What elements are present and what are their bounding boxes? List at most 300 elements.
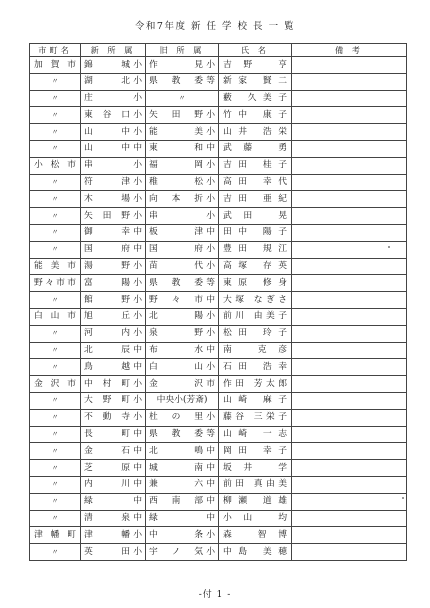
old-school-type: 小 [206, 546, 215, 557]
table-row [30, 157, 407, 174]
table-row [30, 107, 407, 124]
city-cell [30, 409, 81, 426]
name-cell [219, 342, 292, 359]
old-school-type: 小 [206, 177, 215, 188]
old-school-name: 板津 [149, 227, 203, 238]
name-cell [219, 510, 292, 527]
city-name: 〃 [51, 429, 59, 438]
table-row [30, 409, 407, 426]
old-school-type: 小 [206, 412, 215, 423]
old-school-type: 中 [206, 513, 215, 524]
new-school-name: 旭丘 [84, 311, 130, 322]
name-cell [219, 527, 292, 544]
table-row [30, 258, 407, 275]
old-school-type: 小 [206, 261, 215, 272]
remarks-cell [292, 392, 407, 409]
old-affiliation-cell [146, 124, 219, 141]
old-school-name: 布水 [149, 345, 203, 356]
old-affiliation-cell [146, 493, 219, 510]
new-affiliation-cell [81, 107, 146, 124]
city-name: 〃 [51, 228, 59, 237]
table-row [30, 392, 407, 409]
header-new-affiliation: 新 所 属 [81, 44, 146, 57]
principal-name: 高田 幸代 [223, 177, 287, 188]
old-affiliation-cell [146, 426, 219, 443]
city-name: 能美市 [34, 261, 76, 272]
old-school-type: 市 [206, 378, 215, 389]
table-row [30, 208, 407, 225]
old-school-name: 北陽 [149, 311, 203, 322]
name-cell [219, 224, 292, 241]
old-school-name: 泉野 [149, 328, 203, 339]
principal-name: 石田 浩幸 [223, 361, 287, 372]
new-affiliation-cell [81, 157, 146, 174]
new-school-type: 中 [133, 244, 142, 255]
name-cell [219, 476, 292, 493]
city-cell [30, 443, 81, 460]
new-affiliation-cell [81, 359, 146, 376]
city-cell [30, 527, 81, 544]
new-affiliation-cell [81, 460, 146, 477]
page-number: -付 1 - [198, 590, 232, 600]
city-cell [30, 124, 81, 141]
city-name: 加賀市 [34, 59, 76, 70]
old-affiliation-cell [146, 292, 219, 309]
old-school-type: 中 [206, 143, 215, 154]
city-name: 〃 [51, 144, 59, 153]
city-cell [30, 308, 81, 325]
city-cell [30, 73, 81, 90]
city-name: 〃 [51, 396, 59, 405]
new-school-type: 小 [133, 93, 142, 104]
name-cell [219, 90, 292, 107]
table-row [30, 191, 407, 208]
city-name: 白山市 [34, 311, 76, 322]
old-school-name: 県教委 [149, 429, 203, 440]
new-school-name: 緑 [84, 496, 93, 507]
new-affiliation-cell [81, 191, 146, 208]
principal-name: 藤谷 三栄子 [223, 412, 287, 423]
new-school-name: 御幸 [84, 227, 130, 238]
principal-name: 坂井 学 [223, 462, 287, 473]
new-affiliation-cell [81, 409, 146, 426]
city-name: 〃 [51, 446, 59, 455]
city-cell [30, 325, 81, 342]
remarks-cell [292, 57, 407, 74]
city-name: 〃 [51, 497, 59, 506]
new-school-type: 中 [133, 227, 142, 238]
table-row [30, 275, 407, 292]
city-cell [30, 174, 81, 191]
old-school-name: 作見 [149, 59, 203, 70]
principal-name: 山崎 麻子 [223, 395, 287, 406]
new-school-name: 山中 [84, 126, 130, 137]
old-school-name: 東和 [149, 143, 203, 154]
new-school-name: 矢田野 [84, 210, 130, 221]
old-school-name: 中央小(芳斎) [156, 395, 208, 406]
city-name: 〃 [51, 480, 59, 489]
scan-speck [402, 497, 404, 499]
new-affiliation-cell [81, 90, 146, 107]
old-school-name: 能美 [149, 126, 203, 137]
new-affiliation-cell [81, 476, 146, 493]
name-cell [219, 208, 292, 225]
city-cell [30, 510, 81, 527]
new-affiliation-cell [81, 342, 146, 359]
principal-name: 武藤 勇 [223, 143, 287, 154]
city-cell [30, 258, 81, 275]
old-school-name: 杜の里 [149, 412, 203, 423]
principal-name: 藪 久美子 [223, 93, 287, 104]
table-row [30, 124, 407, 141]
header-old-affiliation: 旧 所 属 [146, 44, 219, 57]
remarks-cell [292, 208, 407, 225]
city-cell [30, 426, 81, 443]
old-school-type: 小 [206, 59, 215, 70]
remarks-cell [292, 460, 407, 477]
city-cell [30, 107, 81, 124]
table-header-row [30, 44, 407, 57]
new-affiliation-cell [81, 426, 146, 443]
principal-name: 前川 由美子 [223, 311, 287, 322]
city-cell [30, 544, 81, 561]
new-school-type: 中 [133, 345, 142, 356]
new-school-type: 小 [133, 261, 142, 272]
old-affiliation-cell [146, 359, 219, 376]
old-school-name: 宇ノ気 [149, 546, 203, 557]
old-affiliation-cell [146, 208, 219, 225]
old-school-type: 中 [206, 445, 215, 456]
city-cell [30, 476, 81, 493]
old-school-type: 中 [206, 496, 215, 507]
remarks-cell [292, 107, 407, 124]
name-cell [219, 359, 292, 376]
old-affiliation-cell [146, 342, 219, 359]
principal-name: 東原 修身 [223, 277, 287, 288]
new-affiliation-cell [81, 73, 146, 90]
table-row [30, 493, 407, 510]
new-school-name: 庄 [84, 93, 93, 104]
old-school-type: 小 [206, 244, 215, 255]
name-cell [219, 73, 292, 90]
new-school-type: 小 [133, 193, 142, 204]
old-school-type: 小 [206, 311, 215, 322]
old-school-name: 兼六 [149, 479, 203, 490]
remarks-cell [292, 241, 407, 258]
table-row [30, 510, 407, 527]
table-row [30, 57, 407, 74]
old-affiliation-cell [146, 460, 219, 477]
old-affiliation-cell [146, 325, 219, 342]
remarks-cell [292, 157, 407, 174]
remarks-cell [292, 174, 407, 191]
old-affiliation-cell [146, 476, 219, 493]
name-cell [219, 124, 292, 141]
new-affiliation-cell [81, 443, 146, 460]
new-affiliation-cell [81, 241, 146, 258]
old-school-type: 中 [206, 479, 215, 490]
new-school-type: 小 [133, 529, 142, 540]
principal-name: 大塚 なぎさ [223, 294, 287, 305]
principal-name: 中島 美穂 [223, 546, 287, 557]
old-school-name: 稚松 [149, 177, 203, 188]
principal-name: 松田 玲子 [223, 328, 287, 339]
city-name: 野々市市 [34, 277, 76, 288]
remarks-cell [292, 443, 407, 460]
remarks-cell [292, 292, 407, 309]
new-school-type: 小 [133, 378, 142, 389]
old-school-name: 北鳴 [149, 445, 203, 456]
new-affiliation-cell [81, 208, 146, 225]
city-cell [30, 157, 81, 174]
name-cell [219, 392, 292, 409]
new-school-name: 符津 [84, 177, 130, 188]
principal-name: 新家 賢二 [223, 76, 287, 87]
remarks-cell [292, 124, 407, 141]
new-school-type: 小 [133, 76, 142, 87]
new-school-name: 内川 [84, 479, 130, 490]
old-school-type: 小 [206, 328, 215, 339]
table-body [30, 57, 407, 561]
old-affiliation-cell [146, 57, 219, 74]
old-school-type: 等 [206, 429, 215, 440]
principal-name: 豊田 規江 [223, 244, 287, 255]
table-row [30, 426, 407, 443]
table-row [30, 224, 407, 241]
old-affiliation-cell [146, 527, 219, 544]
old-affiliation-cell [146, 191, 219, 208]
name-cell [219, 409, 292, 426]
new-school-name: 山中 [84, 143, 130, 154]
name-cell [219, 258, 292, 275]
principal-name: 森 智博 [223, 529, 287, 540]
remarks-cell [292, 275, 407, 292]
new-school-type: 中 [133, 513, 142, 524]
new-affiliation-cell [81, 275, 146, 292]
new-school-type: 小 [133, 160, 142, 171]
remarks-cell [292, 258, 407, 275]
remarks-cell [292, 325, 407, 342]
principal-name: 吉野 亨 [223, 59, 287, 70]
remarks-cell [292, 73, 407, 90]
remarks-cell [292, 426, 407, 443]
city-name: 〃 [51, 547, 59, 556]
principal-name: 田中 陽子 [223, 227, 287, 238]
old-affiliation-cell [146, 73, 219, 90]
new-school-name: 清泉 [84, 513, 130, 524]
old-affiliation-cell [146, 510, 219, 527]
new-school-name: 津幡 [84, 529, 130, 540]
name-cell [219, 241, 292, 258]
old-affiliation-cell [146, 107, 219, 124]
old-school-name: 県教委 [149, 76, 203, 87]
old-school-type: 中 [206, 462, 215, 473]
old-school-type: 等 [206, 76, 215, 87]
principal-name: 前田 真由美 [223, 479, 287, 490]
new-affiliation-cell [81, 510, 146, 527]
remarks-cell [292, 476, 407, 493]
old-affiliation-cell [146, 392, 219, 409]
city-name: 小松市 [34, 160, 76, 171]
new-affiliation-cell [81, 308, 146, 325]
new-affiliation-cell [81, 258, 146, 275]
old-affiliation-cell [146, 140, 219, 157]
new-school-name: 中村町 [84, 378, 130, 389]
new-school-name: 鳥越 [84, 361, 130, 372]
table-row [30, 359, 407, 376]
new-affiliation-cell [81, 392, 146, 409]
table-row [30, 527, 407, 544]
old-school-type: 中 [206, 345, 215, 356]
name-cell [219, 157, 292, 174]
new-school-type: 小 [133, 328, 142, 339]
new-school-name: 金石 [84, 445, 130, 456]
city-name: 津幡町 [34, 529, 76, 540]
remarks-cell [292, 224, 407, 241]
remarks-cell [292, 342, 407, 359]
city-cell [30, 292, 81, 309]
old-affiliation-cell [146, 308, 219, 325]
new-school-type: 小 [133, 59, 142, 70]
city-cell [30, 140, 81, 157]
new-school-name: 錦城 [84, 59, 130, 70]
name-cell [219, 460, 292, 477]
city-name: 〃 [51, 211, 59, 220]
city-name: 金沢市 [34, 378, 76, 389]
city-cell [30, 224, 81, 241]
city-name: 〃 [51, 245, 59, 254]
table-row [30, 73, 407, 90]
old-school-type: 中 [206, 227, 215, 238]
city-cell [30, 342, 81, 359]
name-cell [219, 292, 292, 309]
new-affiliation-cell [81, 224, 146, 241]
name-cell [219, 275, 292, 292]
new-school-type: 小 [133, 109, 142, 120]
remarks-cell [292, 191, 407, 208]
table-row [30, 342, 407, 359]
old-school-name: 城南 [149, 462, 203, 473]
city-cell [30, 392, 81, 409]
table-row [30, 90, 407, 107]
new-affiliation-cell [81, 57, 146, 74]
new-school-name: 湯野 [84, 261, 130, 272]
name-cell [219, 308, 292, 325]
new-school-name: 不動寺 [84, 412, 130, 423]
city-cell [30, 191, 81, 208]
city-cell [30, 275, 81, 292]
old-school-name: 向本折 [149, 193, 203, 204]
city-cell [30, 208, 81, 225]
old-school-name: 野々市 [149, 294, 203, 305]
name-cell [219, 107, 292, 124]
new-affiliation-cell [81, 124, 146, 141]
new-school-type: 中 [133, 496, 142, 507]
name-cell [219, 140, 292, 157]
old-school-type: 小 [206, 529, 215, 540]
city-cell [30, 493, 81, 510]
name-cell [219, 325, 292, 342]
old-school-name: 苗代 [149, 261, 203, 272]
remarks-cell [292, 510, 407, 527]
new-school-type: 小 [133, 311, 142, 322]
city-name: 〃 [51, 413, 59, 422]
new-school-type: 中 [133, 479, 142, 490]
new-school-name: 北辰 [84, 345, 130, 356]
new-school-type: 小 [133, 126, 142, 137]
principal-name: 武田 晃 [223, 210, 287, 221]
old-school-name: 緑 [149, 513, 158, 524]
new-affiliation-cell [81, 292, 146, 309]
new-school-type: 中 [133, 429, 142, 440]
new-school-name: 木場 [84, 193, 130, 204]
new-school-name: 東谷口 [84, 109, 130, 120]
city-name: 〃 [51, 362, 59, 371]
principal-name: 岡田 幸子 [223, 445, 287, 456]
remarks-cell [292, 90, 407, 107]
old-affiliation-cell [146, 157, 219, 174]
new-school-type: 小 [133, 546, 142, 557]
principal-name: 山井 浩栄 [223, 126, 287, 137]
old-school-name: 西南部 [149, 496, 203, 507]
name-cell [219, 493, 292, 510]
header-city: 市町名 [30, 44, 81, 57]
new-school-type: 中 [133, 445, 142, 456]
remarks-cell [292, 376, 407, 393]
principal-name: 小山 均 [223, 513, 287, 524]
principal-name: 高塚 存英 [223, 261, 287, 272]
name-cell [219, 426, 292, 443]
city-name: 〃 [51, 513, 59, 522]
new-school-name: 大野町 [84, 395, 130, 406]
table-row [30, 174, 407, 191]
old-school-name: 福岡 [149, 160, 203, 171]
city-cell [30, 241, 81, 258]
new-school-name: 湖北 [84, 76, 130, 87]
city-cell [30, 359, 81, 376]
remarks-cell [292, 308, 407, 325]
old-school-type: 小 [206, 361, 215, 372]
remarks-cell [292, 527, 407, 544]
new-school-type: 小 [133, 210, 142, 221]
name-cell [219, 376, 292, 393]
name-cell [219, 544, 292, 561]
city-name: 〃 [51, 295, 59, 304]
principal-name: 南 克彦 [223, 345, 287, 356]
principal-name: 吉田 桂子 [223, 160, 287, 171]
new-school-type: 小 [133, 294, 142, 305]
new-school-type: 中 [133, 462, 142, 473]
city-cell [30, 460, 81, 477]
new-school-name: 長町 [84, 429, 130, 440]
header-remarks: 備 考 [292, 44, 407, 57]
scan-speck [388, 246, 390, 248]
old-school-name: 県教委 [149, 277, 203, 288]
remarks-cell [292, 359, 407, 376]
old-school-type: 小 [206, 160, 215, 171]
table-row [30, 325, 407, 342]
old-school-type: 小 [206, 126, 215, 137]
old-school-name: 矢田野 [149, 109, 203, 120]
city-name: 〃 [51, 194, 59, 203]
table-row [30, 308, 407, 325]
city-name: 〃 [51, 463, 59, 472]
page-title: 令和7年度 新 任 学 校 長 一 覧 [134, 21, 296, 32]
table-row [30, 476, 407, 493]
old-affiliation-cell [146, 544, 219, 561]
table-row [30, 460, 407, 477]
new-school-type: 中 [133, 361, 142, 372]
